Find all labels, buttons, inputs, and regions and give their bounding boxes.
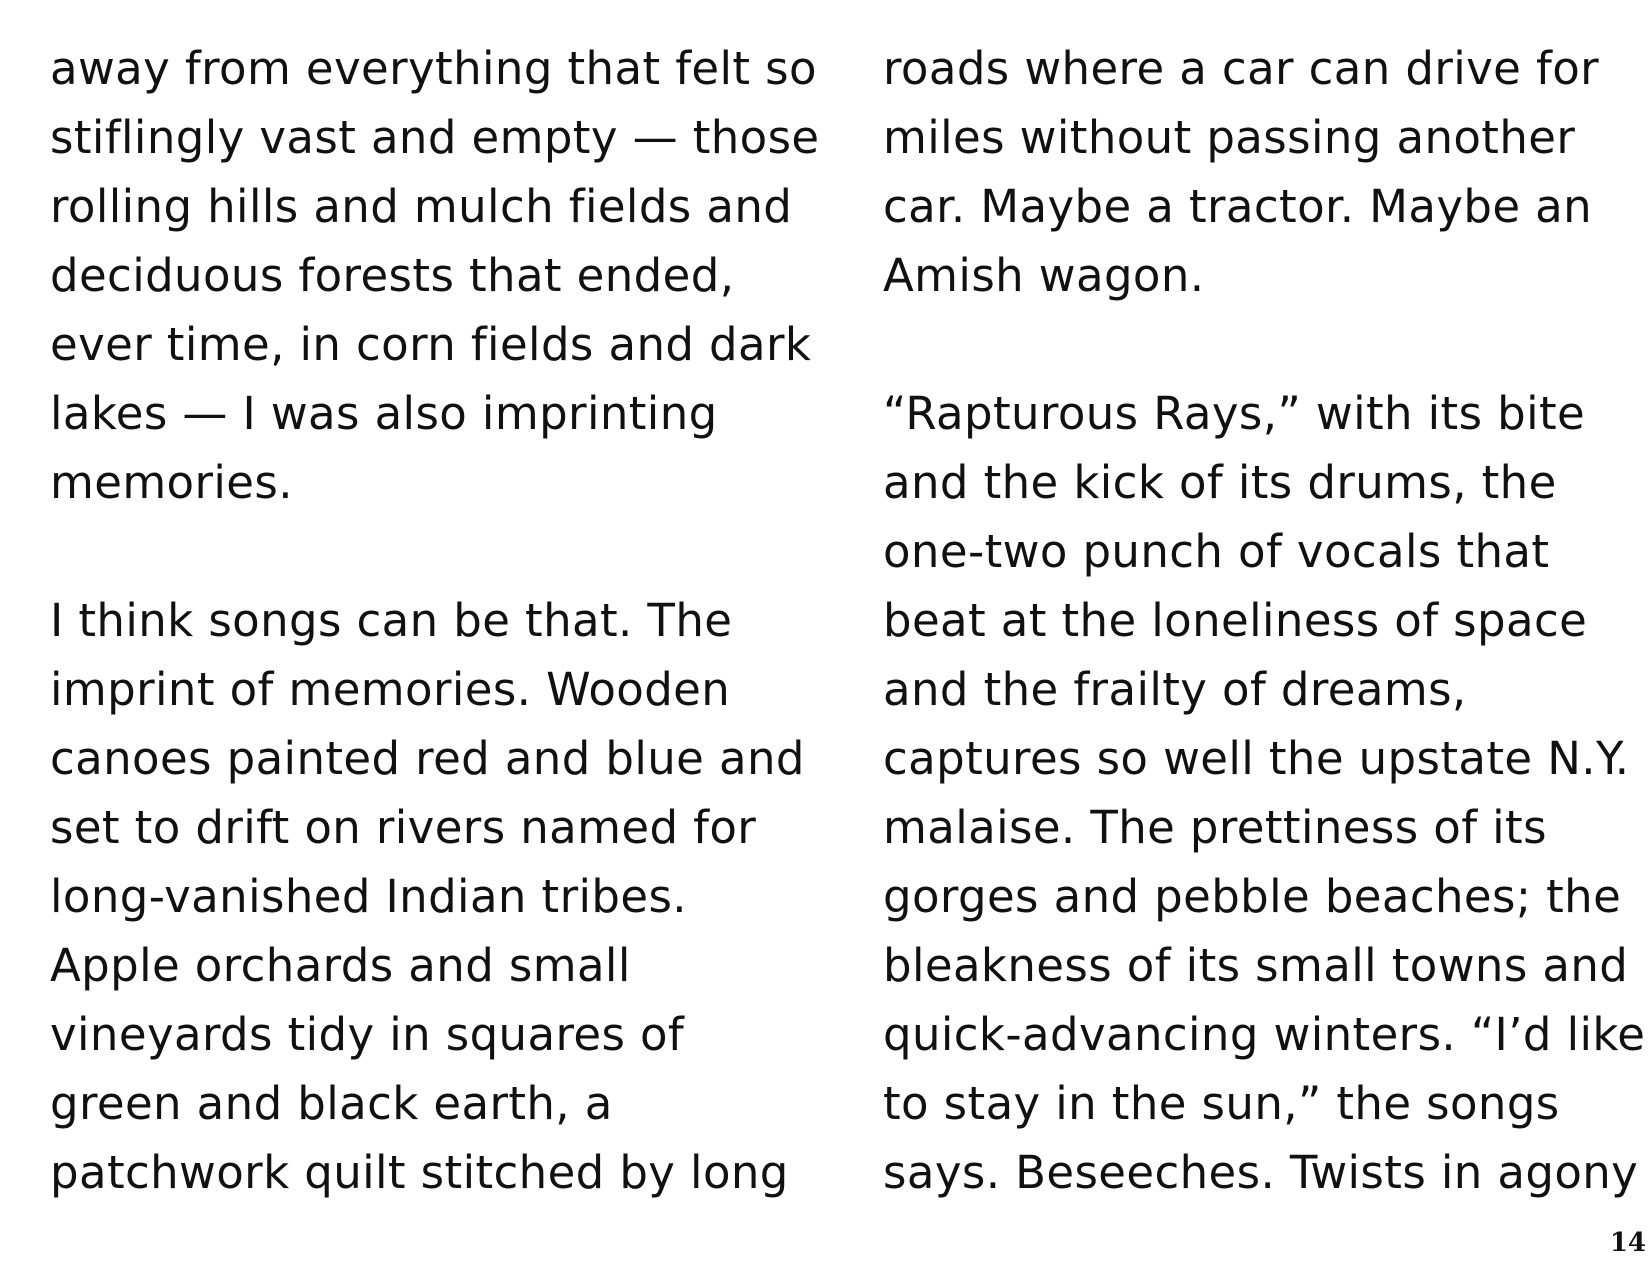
- text-line: beat at the loneliness of space: [883, 594, 1588, 647]
- right-text-column: [883, 34, 1646, 1207]
- text-line: canoes painted red and blue and: [50, 732, 805, 785]
- text-line: captures so well the upstate N.Y.: [883, 732, 1630, 785]
- text-line: bleakness of its small towns and: [883, 939, 1629, 992]
- text-line: imprint of memories. Wooden: [50, 663, 731, 716]
- text-line: and the kick of its drums, the: [883, 456, 1557, 509]
- text-line: memories.: [50, 456, 293, 509]
- left-paragraph-2: [50, 586, 820, 1207]
- text-line: quick-advancing winters. “I’d like: [883, 1008, 1646, 1061]
- text-line: long-vanished Indian tribes.: [50, 870, 688, 923]
- text-line: roads where a car can drive for: [883, 42, 1600, 95]
- text-line: Apple orchards and small: [50, 939, 631, 992]
- paragraph-gap: [883, 310, 1643, 379]
- text-line: patchwork quilt stitched by long: [50, 1146, 789, 1199]
- text-line: to stay in the sun,” the songs: [883, 1077, 1560, 1130]
- text-line: away from everything that felt so: [50, 42, 817, 95]
- text-line: says. Beseeches. Twists in agony: [883, 1146, 1639, 1199]
- left-paragraph-1: [50, 34, 820, 517]
- text-line: set to drift on rivers named for: [50, 801, 757, 854]
- right-paragraph-1: [883, 34, 1643, 310]
- right-paragraph-2: [883, 379, 1646, 1207]
- text-line: malaise. The prettiness of its: [883, 801, 1547, 854]
- text-line: miles without passing another: [883, 111, 1576, 164]
- text-line: deciduous forests that ended,: [50, 249, 735, 302]
- text-line: one-two punch of vocals that: [883, 525, 1550, 578]
- paragraph-gap: [50, 517, 820, 586]
- left-text-column: [50, 34, 820, 1207]
- text-line: ever time, in corn fields and dark: [50, 318, 812, 371]
- text-line: car. Maybe a tractor. Maybe an: [883, 180, 1593, 233]
- text-line: green and black earth, a: [50, 1077, 613, 1130]
- page-number: 14: [1609, 1228, 1646, 1258]
- text-line: rolling hills and mulch fields and: [50, 180, 793, 233]
- text-line: gorges and pebble beaches; the: [883, 870, 1622, 923]
- text-line: and the frailty of dreams,: [883, 663, 1467, 716]
- text-line: lakes — I was also imprinting: [50, 387, 718, 440]
- text-line: I think songs can be that. The: [50, 594, 733, 647]
- text-line: stiflingly vast and empty — those: [50, 111, 820, 164]
- text-line: “Rapturous Rays,” with its bite: [883, 387, 1586, 440]
- text-line: vineyards tidy in squares of: [50, 1008, 685, 1061]
- text-line: Amish wagon.: [883, 249, 1205, 302]
